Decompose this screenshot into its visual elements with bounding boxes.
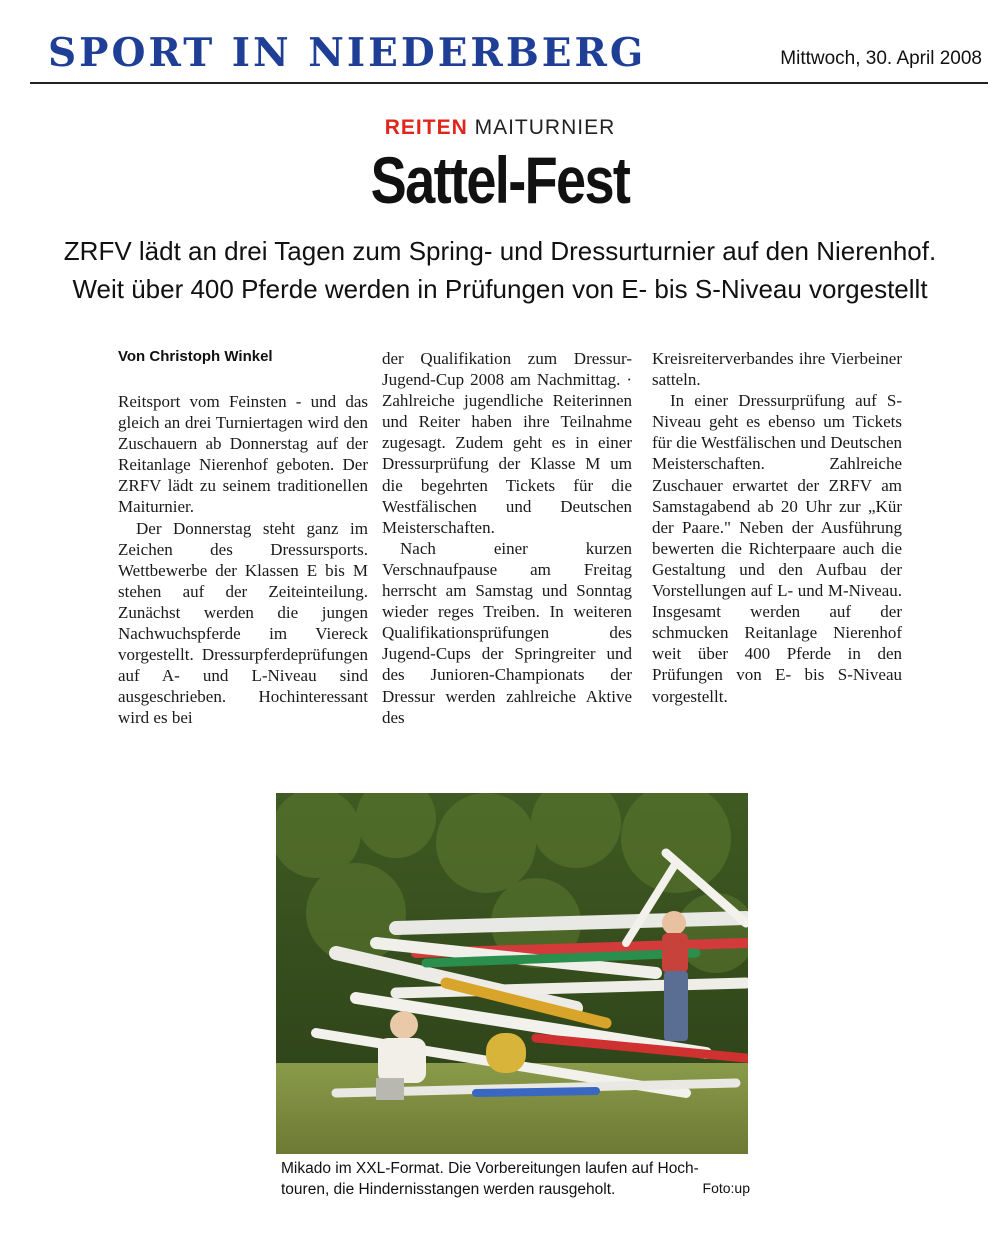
- body-column-1: [118, 391, 368, 729]
- photo-credit: Foto:up: [702, 1180, 750, 1196]
- body-column-3: [652, 348, 902, 707]
- body-paragraph: Reitsport vom Feinsten - und das gleich an drei Turniertagen wird den Zuschauern ab Donnerstag auf der Reitanlage Nierenhof geboten. Der ZRFV lädt zu seinem traditionellen Maiturnier.: [118, 392, 368, 517]
- body-paragraph: Nach einer kurzen Verschnaufpause am Freitag herrscht am Samstag und Sonntag wieder reges Treiben. In weiteren Qualifikationsprüfungen des Jugend-Cups der Springreiter und des Junioren-Championats der Dressur werden zahlreiche Aktive des: [382, 538, 632, 727]
- body-paragraph: der Qualifikation zum Dressur-Jugend-Cup 2008 am Nachmittag. · Zahlreiche jugendliche Reiterinnen und Reiter haben ihre Teilnahme zugesagt. Zudem geht es in einer Dressurprüfung der Klasse M um die begehrten Tickets für die Westfälischen und Deutschen Meisterschaften.: [382, 349, 632, 537]
- caption-line: touren, die Hindernisstangen werden rausgeholt.: [281, 1181, 616, 1198]
- article-headline: Sattel-Fest: [370, 143, 630, 217]
- section-title: SPORT IN NIEDERBERG: [48, 30, 647, 76]
- article-photo: [276, 793, 748, 1154]
- masthead-divider: [30, 82, 988, 84]
- caption-line: Mikado im XXL-Format. Die Vorbereitungen laufen auf Hoch-: [281, 1160, 699, 1177]
- kicker-subtopic: MAITURNIER: [474, 116, 616, 139]
- subhead-line: ZRFV lädt an drei Tagen zum Spring- und Dressurturnier auf den Nierenhof.: [63, 236, 937, 266]
- author-byline: Von Christoph Winkel: [118, 348, 273, 365]
- kicker-topic: REITEN: [384, 116, 468, 139]
- article-subheadline: [40, 232, 960, 308]
- body-paragraph: In einer Dressurprüfung auf S-Niveau geht es ebenso um Tickets für die Westfälischen und Deutschen Meisterschaften. Zahlreiche Zuschauer erwartet der ZRFV am Samstagabend ab 20 Uhr zur „Kür der Paare." Neben der Ausführung bewerten die Richterpaare auch die Gestaltung und den Aufbau der Vorstellungen auf L- und M-Niveau. Insgesamt werden auf der schmucken Reitanlage Nierenhof weit über 400 Pferde in den Prüfungen von E- bis S-Niveau vorgestellt.: [652, 391, 902, 706]
- body-column-2: [382, 348, 632, 728]
- photo-caption: [281, 1158, 751, 1200]
- body-paragraph: Kreisreiterverbandes ihre Vierbeiner satteln.: [652, 349, 902, 390]
- subhead-line: Weit über 400 Pferde werden in Prüfungen von E- bis S-Niveau vorgestellt: [72, 274, 928, 304]
- issue-date: Mittwoch, 30. April 2008: [780, 48, 982, 69]
- article-kicker: [0, 116, 1000, 140]
- body-paragraph: Der Donnerstag steht ganz im Zeichen des Dressursports. Wettbewerbe der Klassen E bis M stehen auf der Zeiteinteilung. Zunächst werden die jungen Nachwuchspferde im Viereck vorgestellt. Dressurpferdeprüfungen auf A- und L-Niveau sind ausgeschrieben. Hochinteressant wird es bei: [118, 518, 368, 728]
